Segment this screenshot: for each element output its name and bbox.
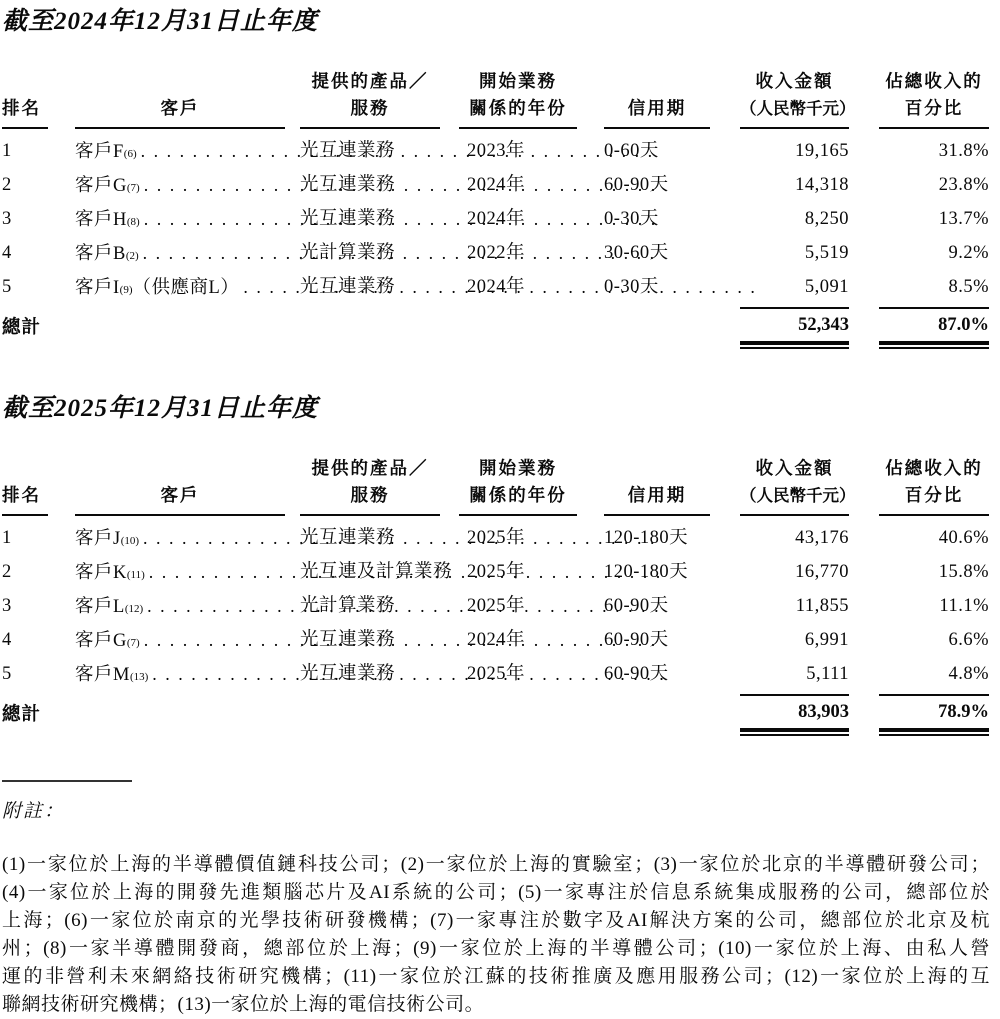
rank-cell: 3 [2,596,12,616]
table2-row-2 [2,556,992,590]
header-pct-line1: 佔總收入的 [885,71,983,91]
customer-cell: 客戶F (6) . . . [75,135,300,169]
header-product-line1: 提供的產品／ [311,458,429,478]
customer-name: 客戶K [75,563,127,583]
year-cell: 2024年 [467,630,526,650]
header-year-line2: 關係的年份 [469,485,567,505]
pct-cell: 8.5% [948,277,989,297]
customer-name: 客戶L [75,597,125,617]
header-customer-label: 客戶 [160,485,200,505]
customer-cell: 客戶M (13) . . . [75,658,300,692]
header-product-line2: 服務 [350,485,390,505]
header-revenue-line1: 收入金額 [755,458,834,478]
total-pct-cell [879,307,989,349]
product-cell: 光計算業務 [300,596,396,616]
table1-row-5 [2,271,992,305]
dot-leader [143,237,286,271]
header-customer-label: 客戶 [160,98,200,118]
table2-header-customer [75,482,300,516]
table2-header-pct [849,455,992,516]
table2-row-4 [2,624,992,658]
revenue-cell: 11,855 [795,596,849,616]
pct-cell: 6.6% [948,630,989,650]
customer-suffix: （供應商L） [132,278,240,298]
rank-cell: 4 [2,243,12,263]
table1-header-revenue [740,68,856,129]
table2-header-revenue [740,455,856,516]
total-label: 總計 [2,705,42,725]
notes-line: (4)一家位於上海的開發先進類腦芯片及AI系統的公司；(5)一家專注於信息系統集成服務的公司，總部位於 [2,882,990,903]
customer-cell: 客戶J (10) . . . [75,522,300,556]
double-rule [740,728,849,736]
dot-leader [143,522,286,556]
dot-leader [152,658,286,692]
table2-total-row [2,694,992,736]
credit-cell: 30-60天 [604,243,669,263]
total-revenue-value: 83,903 [740,694,849,724]
table2-header-credit [604,482,740,516]
header-revenue-line2: （人民幣千元） [740,99,856,118]
credit-cell: 60-90天 [604,175,669,195]
total-pct-value: 87.0% [879,307,989,337]
header-rank-label: 排名 [2,485,41,505]
notes-label: 附註： [2,801,66,822]
total-revenue-cell [740,307,849,349]
header-year-line1: 開始業務 [479,71,557,91]
customer-cell: 客戶L (12) . . . [75,590,300,624]
table2-header-product [300,455,459,516]
credit-cell: 0-30天 [604,209,659,229]
year-cell: 2023年 [467,141,526,161]
customer-cell: 客戶I (9) （供應商L） . . . [75,271,300,305]
revenue-cell: 8,250 [804,209,849,229]
customer-name: 客戶J [75,529,121,549]
pct-cell: 15.8% [938,562,989,582]
credit-cell: 120-180天 [604,528,689,548]
revenue-cell: 6,991 [804,630,849,650]
customer-name: 客戶B [75,244,126,264]
pct-cell: 40.6% [938,528,989,548]
product-cell: 光互連業務 [300,141,396,161]
credit-cell: 60-90天 [604,630,669,650]
pct-cell: 23.8% [938,175,989,195]
pct-cell: 13.7% [938,209,989,229]
credit-cell: 0-30天 [604,277,659,297]
product-cell: 光計算業務 [300,243,396,263]
rank-cell: 1 [2,528,12,548]
dot-leader [141,135,286,169]
header-rank-label: 排名 [2,98,41,118]
year-cell: 2025年 [467,562,526,582]
notes-divider [2,780,132,782]
rank-cell: 4 [2,630,12,650]
year-cell: 2025年 [467,664,526,684]
dot-leader [147,590,286,624]
customer-name: 客戶I [75,278,120,298]
dot-leader [144,169,286,203]
product-cell: 光互連業務 [300,277,396,297]
credit-cell: 60-90天 [604,664,669,684]
year-cell: 2024年 [467,175,526,195]
credit-cell: 60-90天 [604,596,669,616]
notes-line: 運的非營利未來網絡技術研究機構；(11)一家位於江蘇的技術推廣及應用服務公司；(12)一家位於上海的互 [2,966,990,987]
product-cell: 光互連業務 [300,630,396,650]
header-product-line1: 提供的產品／ [311,71,429,91]
revenue-cell: 5,111 [806,664,849,684]
product-cell: 光互連業務 [300,209,396,229]
credit-cell: 120-180天 [604,562,689,582]
total-revenue-cell [740,694,849,736]
table1-row-3 [2,203,992,237]
header-revenue-line1: 收入金額 [755,71,834,91]
revenue-cell: 19,165 [795,141,849,161]
dot-leader [144,203,286,237]
rank-cell: 3 [2,209,12,229]
table2-row-3 [2,590,992,624]
table1-header-product [300,68,459,129]
header-product-line2: 服務 [350,98,390,118]
rank-cell: 1 [2,141,12,161]
revenue-cell: 43,176 [795,528,849,548]
total-pct-cell [879,694,989,736]
table1-header-year [459,68,604,129]
header-revenue-line2: （人民幣千元） [740,486,856,505]
revenue-cell: 14,318 [795,175,849,195]
header-year-line1: 開始業務 [479,458,557,478]
rank-cell: 5 [2,277,12,297]
notes-line: 聯網技術研究機構；(13)一家位於上海的電信技術公司。 [2,994,485,1015]
table1-header-credit [604,95,740,129]
pct-cell: 31.8% [938,141,989,161]
header-year-line2: 關係的年份 [469,98,567,118]
header-credit-label: 信用期 [627,485,687,505]
double-rule [740,341,849,349]
header-pct-line2: 百分比 [904,98,964,118]
double-rule [879,341,989,349]
table1-header-customer [75,95,300,129]
product-cell: 光互連業務 [300,528,396,548]
table2-row-5 [2,658,992,692]
year-cell: 2022年 [467,243,526,263]
customer-name: 客戶H [75,210,127,230]
table1-header-row [2,68,992,129]
revenue-cell: 5,519 [804,243,849,263]
customer-name: 客戶G [75,631,127,651]
table1-row-2 [2,169,992,203]
section1-title: 截至2024年12月31日止年度 [2,8,319,35]
year-cell: 2025年 [467,596,526,616]
table1-row-1 [2,135,992,169]
table1-header-pct [849,68,992,129]
table2-row-1 [2,522,992,556]
customer-name: 客戶G [75,176,127,196]
table2-header-row [2,455,992,516]
dot-leader [243,271,286,305]
table1-total-row [2,307,992,349]
notes-line: 州；(8)一家半導體開發商，總部位於上海；(9)一家位於上海的半導體公司；(10)一家位於上海、由私人營 [2,938,990,959]
rank-cell: 5 [2,664,12,684]
table1-row-4 [2,237,992,271]
product-cell: 光互連業務 [300,175,396,195]
section2-title: 截至2025年12月31日止年度 [2,395,319,422]
revenue-cell: 16,770 [795,562,849,582]
rank-cell: 2 [2,562,12,582]
notes-line: (1)一家位於上海的半導體價值鏈科技公司；(2)一家位於上海的實驗室；(3)一家位於北京的半導體研發公司； [2,854,990,875]
year-cell: 2024年 [467,209,526,229]
total-pct-value: 78.9% [879,694,989,724]
customer-cell: 客戶G (7) . . . [75,169,300,203]
pct-cell: 9.2% [948,243,989,263]
table2-header-rank [2,482,75,516]
customer-cell: 客戶H (8) . . . [75,203,300,237]
year-cell: 2025年 [467,528,526,548]
revenue-cell: 5,091 [804,277,849,297]
total-revenue-value: 52,343 [740,307,849,337]
header-pct-line1: 佔總收入的 [885,458,983,478]
customer-cell: 客戶K (11) . . . [75,556,300,590]
notes-paragraph [2,851,990,1019]
pct-cell: 11.1% [939,596,989,616]
customer-cell: 客戶G (7) . . . [75,624,300,658]
header-pct-line2: 百分比 [904,485,964,505]
pct-cell: 4.8% [948,664,989,684]
product-cell: 光互連業務 [300,664,396,684]
year-cell: 2024年 [467,277,526,297]
product-cell: 光互連及計算業務 [300,562,453,582]
total-label: 總計 [2,318,42,338]
table1-header-rank [2,95,75,129]
double-rule [879,728,989,736]
rank-cell: 2 [2,175,12,195]
credit-cell: 0-60天 [604,141,659,161]
customer-name: 客戶F [75,142,124,162]
customer-cell: 客戶B (2) . . . [75,237,300,271]
customer-name: 客戶M [75,665,130,685]
notes-line: 上海；(6)一家位於南京的光學技術研發機構；(7)一家專注於數字及AI解決方案的公司，總部位於北京及杭 [2,910,990,931]
table2-header-year [459,455,604,516]
dot-leader [149,556,286,590]
dot-leader [144,624,286,658]
header-credit-label: 信用期 [627,98,687,118]
